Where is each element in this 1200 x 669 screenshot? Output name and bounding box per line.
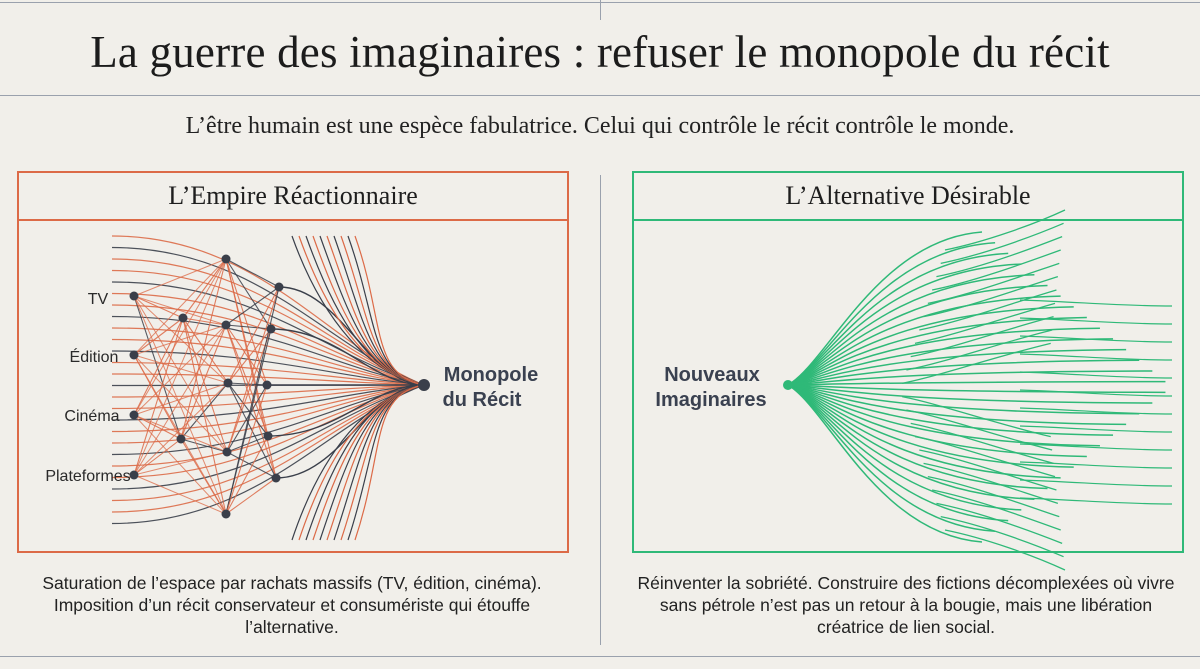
sub-branch <box>1020 354 1172 360</box>
target-label-line2: du Récit <box>442 389 522 411</box>
empire-heading: L’Empire Réactionnaire <box>19 173 567 221</box>
network-node <box>222 510 231 519</box>
sub-branch <box>902 343 1051 383</box>
mesh-line <box>134 355 226 514</box>
network-node <box>224 379 233 388</box>
network-node <box>272 474 281 483</box>
network-node <box>264 432 273 441</box>
sub-branch <box>1020 498 1172 504</box>
branch-line <box>788 253 1008 385</box>
network-node <box>223 448 232 457</box>
source-label-tv: TV <box>87 291 109 308</box>
target-label-line1: Monopole <box>443 364 539 386</box>
hub-node <box>418 379 430 391</box>
source-label-line2: Imaginaires <box>655 389 767 411</box>
network-node <box>130 471 139 480</box>
page-title: La guerre des imaginaires : refuser le monopole du récit <box>90 27 1110 77</box>
source-label-plateformes: Plateformes <box>45 468 131 485</box>
network-node <box>130 351 139 360</box>
sub-branch <box>1020 426 1172 432</box>
network-node <box>275 283 284 292</box>
mesh-line <box>134 259 226 355</box>
alternative-heading: L’Alternative Désirable <box>634 173 1182 221</box>
alternative-caption: Réinventer la sobriété. Construire des fictions décomplexées où vivre sans pétrole n’est pas un retour à la bougie, mais une libération créatrice de lien social. <box>637 573 1175 637</box>
network-node <box>130 411 139 420</box>
branch-line <box>788 285 1048 385</box>
source-node <box>783 380 793 390</box>
network-node <box>222 321 231 330</box>
network-node <box>263 381 272 390</box>
network-node <box>177 435 186 444</box>
sub-branch <box>1020 480 1172 486</box>
source-label-edition: Édition <box>69 349 119 366</box>
sub-branch <box>1020 318 1172 324</box>
network-node <box>179 314 188 323</box>
network-node <box>130 292 139 301</box>
network-node <box>267 325 276 334</box>
sub-branch <box>1020 300 1172 306</box>
mesh-line <box>226 259 271 329</box>
sub-branch <box>1020 372 1172 378</box>
mesh-line <box>134 415 227 452</box>
branch-line <box>788 382 1165 385</box>
sub-branch <box>902 397 1051 437</box>
hub-line <box>320 385 424 540</box>
network-node <box>222 255 231 264</box>
sub-branch <box>1020 462 1172 468</box>
source-label-cinema: Cinéma <box>64 408 120 425</box>
page-subtitle: L’être humain est une espèce fabulatrice. Celui qui contrôle le récit contrôle le monde. <box>185 113 1015 139</box>
empire-caption: Saturation de l’espace par rachats massifs (TV, édition, cinéma). Imposition d’un récit conservateur et consumériste qui étouffe l’alternative. <box>42 573 542 637</box>
alternative-branches <box>783 210 1172 570</box>
source-label-line1: Nouveaux <box>664 364 760 386</box>
